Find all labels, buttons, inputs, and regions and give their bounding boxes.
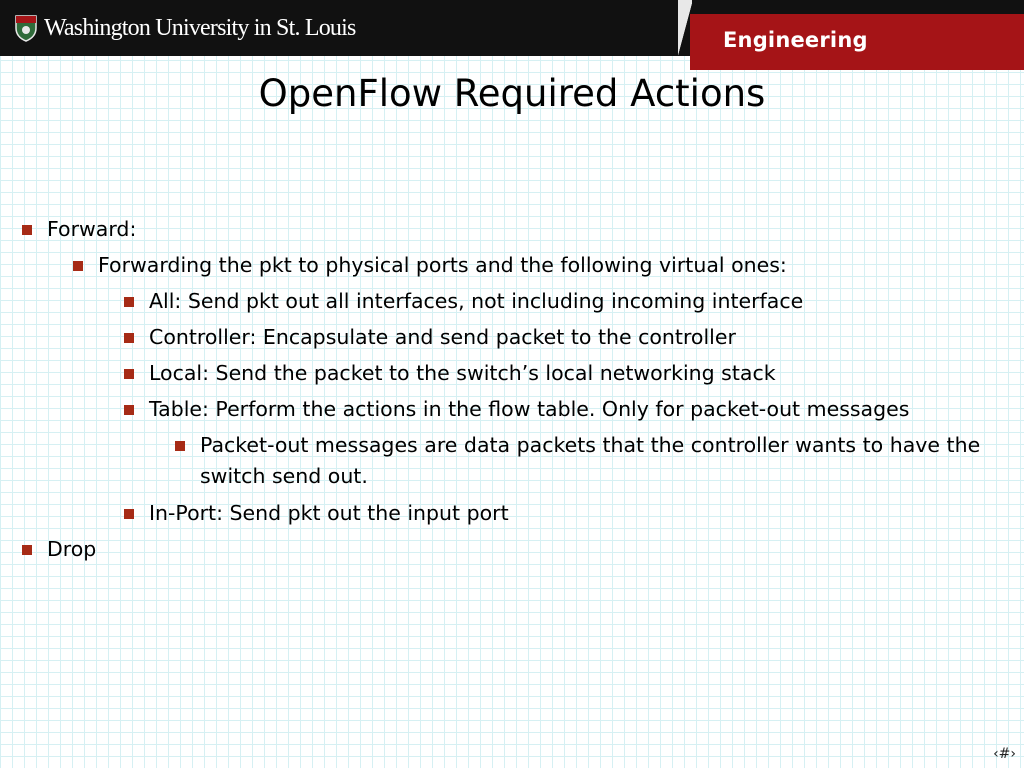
bullet-text: Controller: Encapsulate and send packet to the controller [149, 325, 736, 349]
bullet-item [124, 358, 1004, 389]
bullet-text: Forwarding the pkt to physical ports and the following virtual ones: [98, 253, 787, 277]
bullet-square-icon [124, 405, 134, 415]
bullet-item [175, 430, 1005, 492]
bullet-square-icon [22, 545, 32, 555]
bullet-text: In-Port: Send pkt out the input port [149, 501, 509, 525]
bullet-item [22, 214, 1002, 245]
bullet-text: Table: Perform the actions in the flow table. Only for packet-out messages [149, 397, 910, 421]
bullet-text: Packet-out messages are data packets that the controller wants to have the switch send out. [200, 433, 981, 488]
bullet-text: Forward: [47, 217, 137, 241]
bullet-square-icon [124, 369, 134, 379]
bullet-text: Local: Send the packet to the switch’s local networking stack [149, 361, 776, 385]
bullet-text: Drop [47, 537, 97, 561]
bullet-item [73, 250, 1003, 281]
school-name: Engineering [723, 28, 868, 52]
bullet-square-icon [124, 333, 134, 343]
bullet-item [22, 534, 1002, 565]
slide-header [0, 0, 1024, 70]
bullet-item [124, 322, 1004, 353]
bullet-square-icon [73, 261, 83, 271]
bullet-item [124, 286, 1004, 317]
university-name: Washington University in St. Louis [44, 14, 356, 41]
bullet-square-icon [124, 297, 134, 307]
page-number: ‹#› [993, 746, 1016, 762]
bullet-square-icon [175, 441, 185, 451]
bullet-item [124, 498, 1004, 529]
slide-title: OpenFlow Required Actions [258, 72, 766, 115]
bullet-square-icon [22, 225, 32, 235]
header-divider [678, 0, 692, 70]
bullet-text: All: Send pkt out all interfaces, not including incoming interface [149, 289, 804, 313]
bullet-item [124, 394, 1004, 425]
crest-icon [14, 14, 38, 42]
university-logo [14, 12, 356, 44]
bullet-square-icon [124, 509, 134, 519]
